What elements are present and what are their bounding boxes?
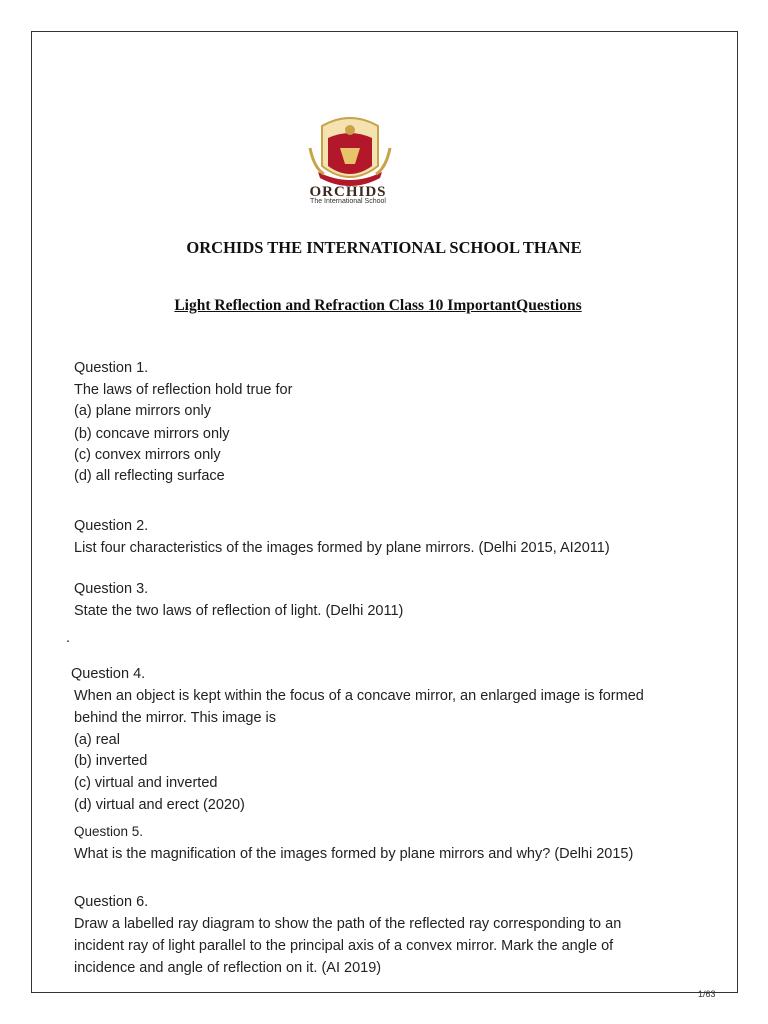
question-4-option-b: (b) inverted: [74, 753, 148, 769]
question-4-line-1: When an object is kept within the focus of a concave mirror, an enlarged image is formed: [74, 688, 644, 704]
question-6-line-3: incidence and angle of reflection on it. (AI 2019): [74, 960, 382, 976]
document-title: Light Reflection and Refraction Class 10 ImportantQuestions: [174, 297, 582, 314]
question-3-line: State the two laws of reflection of light. (Delhi 2011): [74, 603, 404, 619]
question-3-heading: Question 3.: [74, 581, 149, 597]
question-6-line-1: Draw a labelled ray diagram to show the path of the reflected ray corresponding to an: [74, 916, 622, 932]
page-number: 1/63: [698, 989, 716, 999]
question-6-line-2: incident ray of light parallel to the principal axis of a convex mirror. Mark the angle of: [74, 938, 614, 954]
question-2-line: List four characteristics of the images formed by plane mirrors. (Delhi 2015, AI2011): [74, 540, 610, 556]
logo-name: ORCHIDS: [309, 184, 387, 200]
question-4-option-d: (d) virtual and erect (2020): [74, 797, 245, 813]
question-1-option-a: (a) plane mirrors only: [74, 403, 211, 419]
question-1-option-b: (b) concave mirrors only: [74, 426, 230, 442]
question-1-option-d: (d) all reflecting surface: [74, 468, 225, 484]
question-4-option-c: (c) virtual and inverted: [74, 775, 218, 791]
question-5-line: What is the magnification of the images formed by plane mirrors and why? (Delhi 2015): [74, 846, 634, 862]
school-title: ORCHIDS THE INTERNATIONAL SCHOOL THANE: [186, 238, 582, 257]
question-4-option-a: (a) real: [74, 732, 120, 748]
question-1-option-c: (c) convex mirrors only: [74, 447, 221, 463]
logo-tagline: The International School: [310, 198, 386, 205]
stray-mark: .: [66, 630, 71, 646]
question-5-heading: Question 5.: [74, 824, 144, 839]
question-6-heading: Question 6.: [74, 894, 149, 910]
question-4-heading: Question 4.: [71, 666, 146, 682]
question-4-line-2: behind the mirror. This image is: [74, 710, 277, 726]
question-1-line: The laws of reflection hold true for: [74, 382, 293, 398]
question-1-heading: Question 1.: [74, 360, 149, 376]
question-2-heading: Question 2.: [74, 518, 149, 534]
